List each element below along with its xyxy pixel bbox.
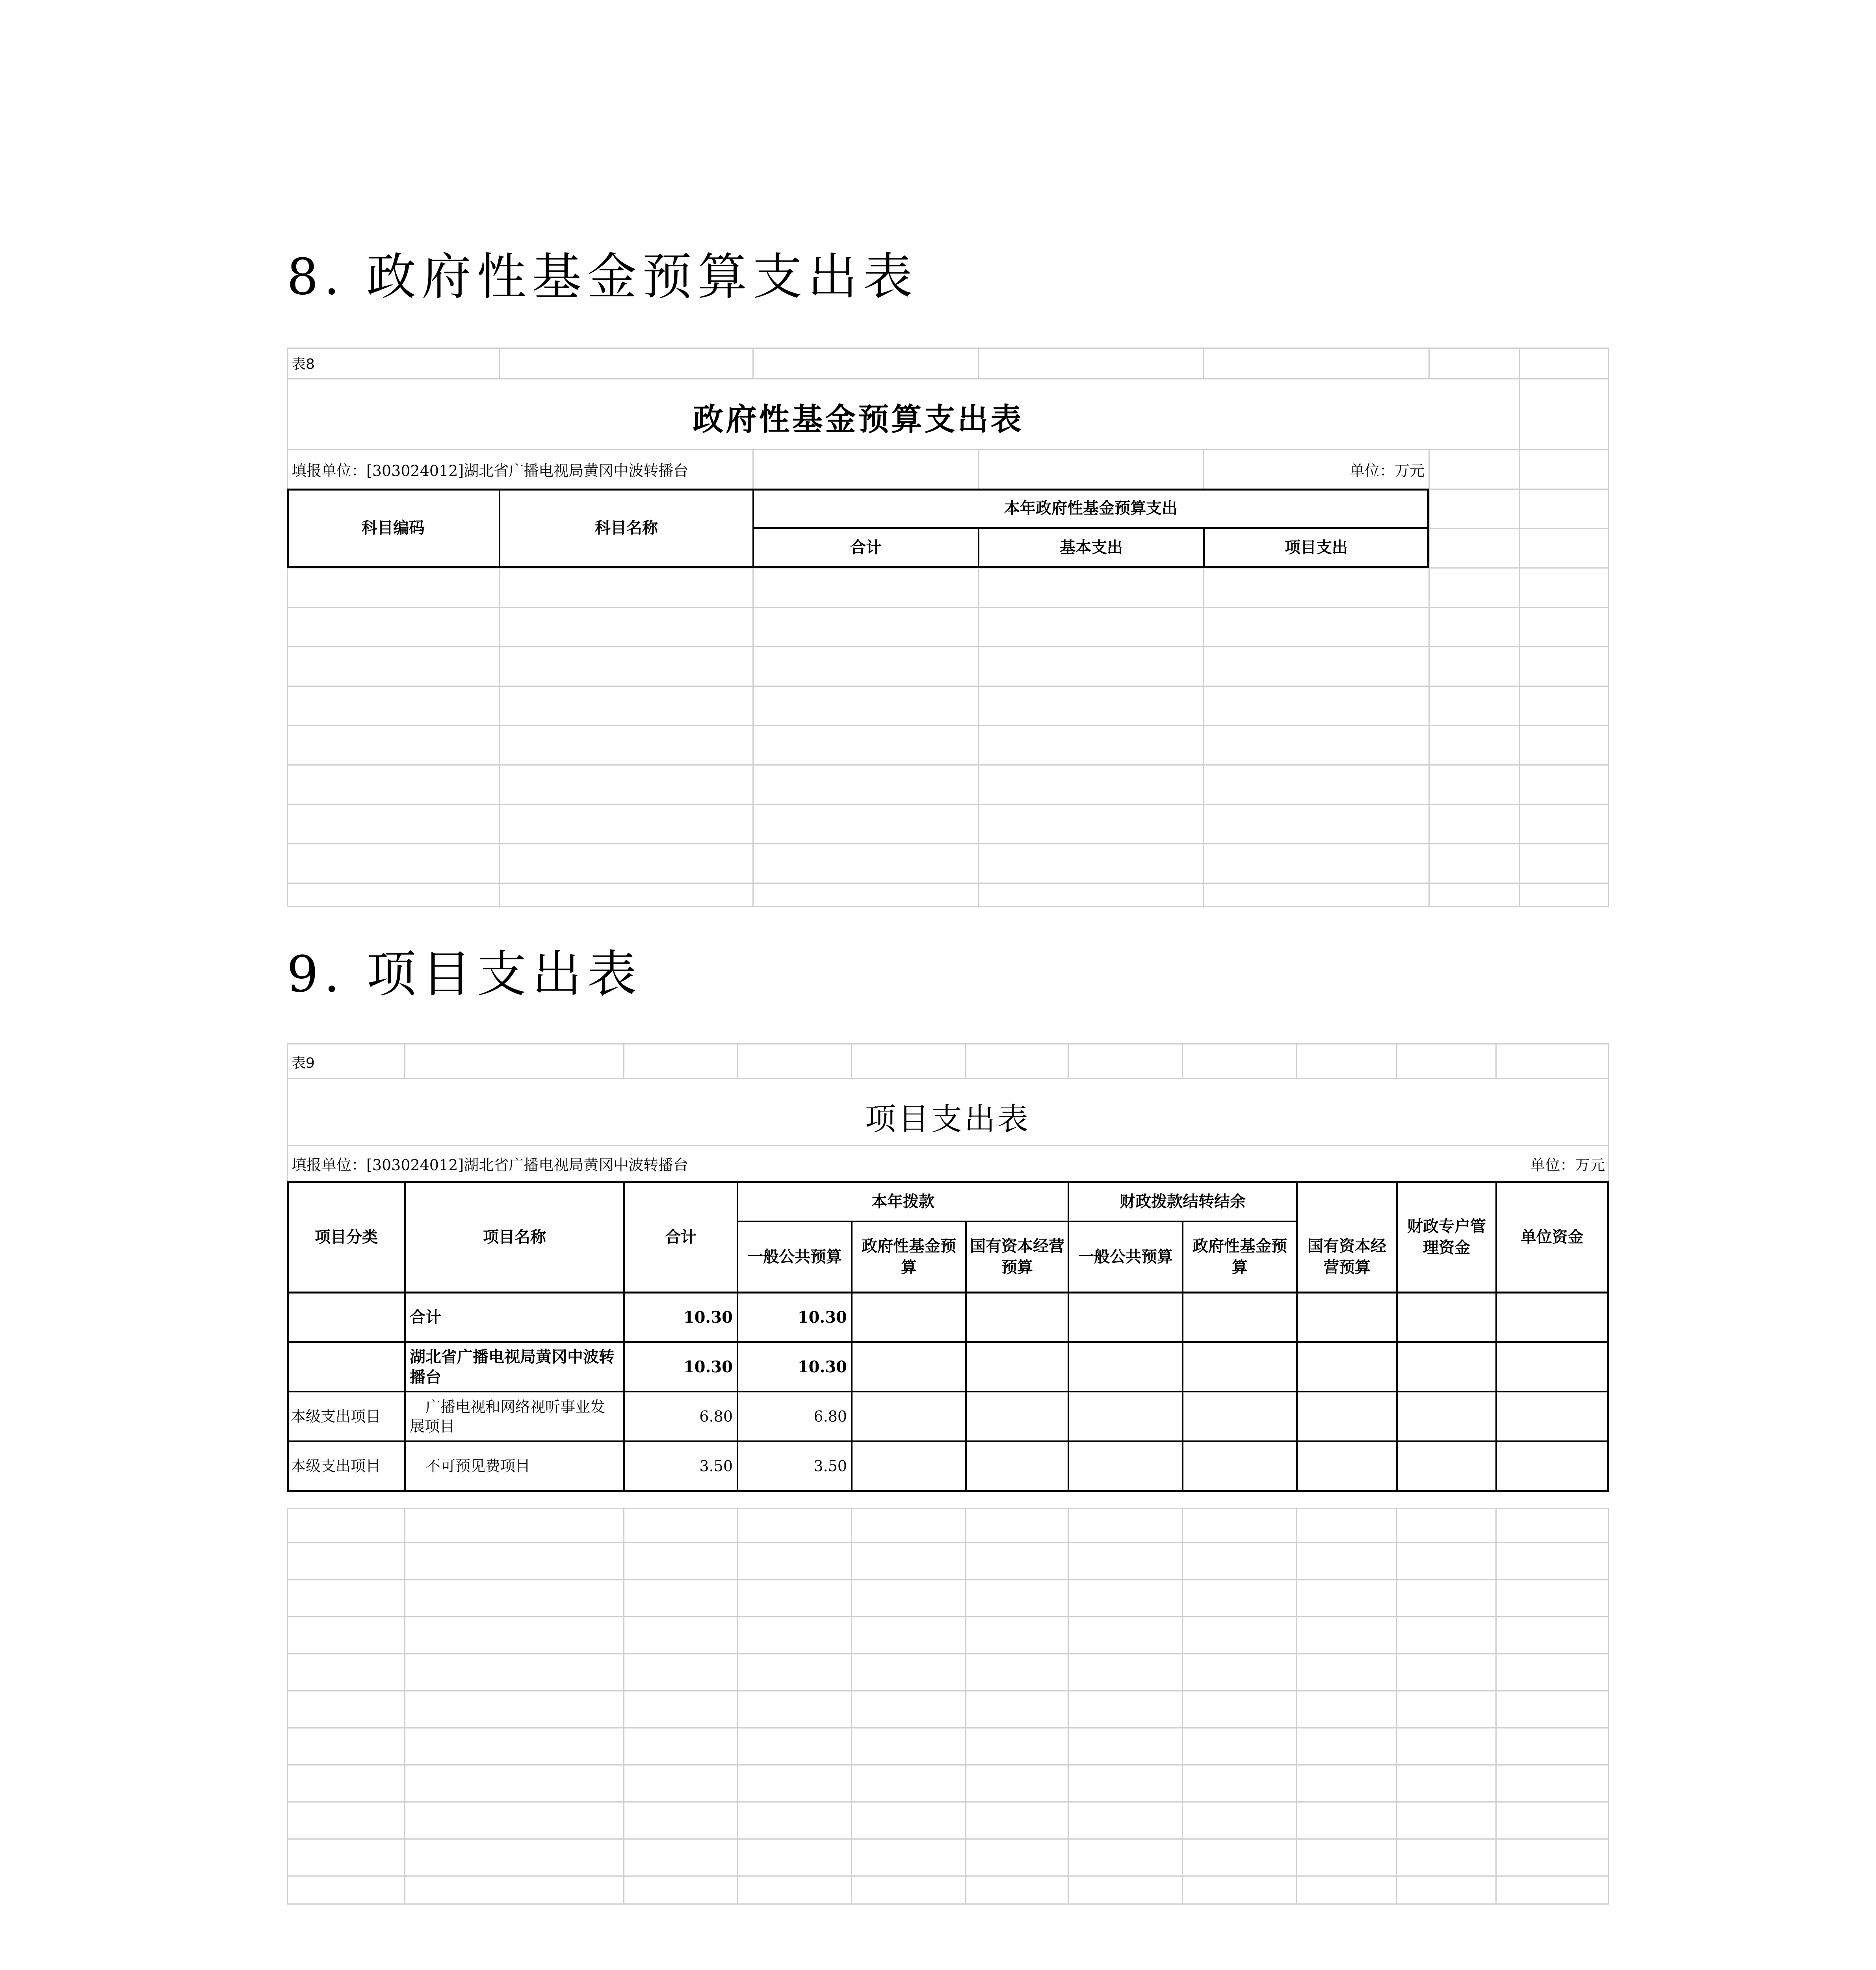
row-total: 10.30 — [683, 1358, 733, 1376]
reporting-unit: 填报单位：[303024012]湖北省广播电视局黄冈中波转播台 — [292, 462, 689, 479]
row-category: 本级支出项目 — [291, 1457, 381, 1475]
col-unit-fund-header: 单位资金 — [1520, 1228, 1584, 1246]
row-name: 湖北省广播电视局黄冈中波转播台 — [410, 1347, 615, 1386]
unit-label: 单位：万元 — [1530, 1156, 1605, 1174]
col-fund2-header: 政府性基金预算 — [1192, 1237, 1287, 1277]
col-name-header: 科目名称 — [595, 519, 658, 537]
row-total: 10.30 — [683, 1308, 733, 1327]
table-title: 项目支出表 — [865, 1102, 1031, 1137]
col-project-header: 项目支出 — [1285, 538, 1348, 557]
row-category: 本级支出项目 — [291, 1408, 381, 1425]
col-total-header: 合计 — [665, 1228, 697, 1246]
col-fund-header: 政府性基金预算 — [862, 1237, 956, 1277]
col-general2-header: 一般公共预算 — [1078, 1247, 1173, 1266]
row-general: 10.30 — [797, 1358, 847, 1376]
section-heading-8: 8. 政府性基金预算支出表 — [287, 248, 918, 306]
row-total: 6.80 — [699, 1408, 733, 1425]
unit-label: 单位：万元 — [1349, 462, 1425, 479]
col-general-header: 一般公共预算 — [747, 1247, 842, 1266]
col-name-header: 项目名称 — [483, 1228, 546, 1246]
col-basic-header: 基本支出 — [1060, 538, 1123, 557]
table-tag: 表9 — [292, 1055, 315, 1071]
row-general: 10.30 — [797, 1308, 847, 1327]
col-state2-header: 国有资本经营预算 — [1308, 1237, 1386, 1277]
row-total: 3.50 — [699, 1457, 733, 1475]
row-general: 3.50 — [814, 1457, 847, 1475]
col-state-header: 国有资本经营预算 — [970, 1237, 1064, 1277]
table-8 — [287, 348, 1609, 907]
row-name: 广播电视和网络视听事业发展项目 — [410, 1398, 606, 1435]
row-name: 合计 — [410, 1308, 441, 1327]
col-total-header: 合计 — [850, 538, 882, 557]
group-header: 本年政府性基金预算支出 — [1004, 499, 1178, 517]
table-title: 政府性基金预算支出表 — [693, 401, 1024, 437]
row-category — [291, 1293, 403, 1342]
col-special-header: 财政专户管理资金 — [1407, 1217, 1486, 1257]
table-tag: 表8 — [292, 356, 315, 372]
group-carryover-header: 财政拨款结转结余 — [1120, 1192, 1246, 1211]
col-code-header: 科目编码 — [362, 519, 425, 537]
section-heading-9: 9. 项目支出表 — [287, 945, 643, 1003]
group-current-header: 本年拨款 — [871, 1192, 934, 1211]
col-category-header: 项目分类 — [315, 1228, 378, 1246]
table-9 — [287, 1043, 1609, 1905]
row-category — [291, 1343, 403, 1392]
reporting-unit: 填报单位：[303024012]湖北省广播电视局黄冈中波转播台 — [292, 1156, 689, 1174]
row-general: 6.80 — [814, 1408, 847, 1425]
row-name: 不可预见费项目 — [425, 1457, 531, 1475]
